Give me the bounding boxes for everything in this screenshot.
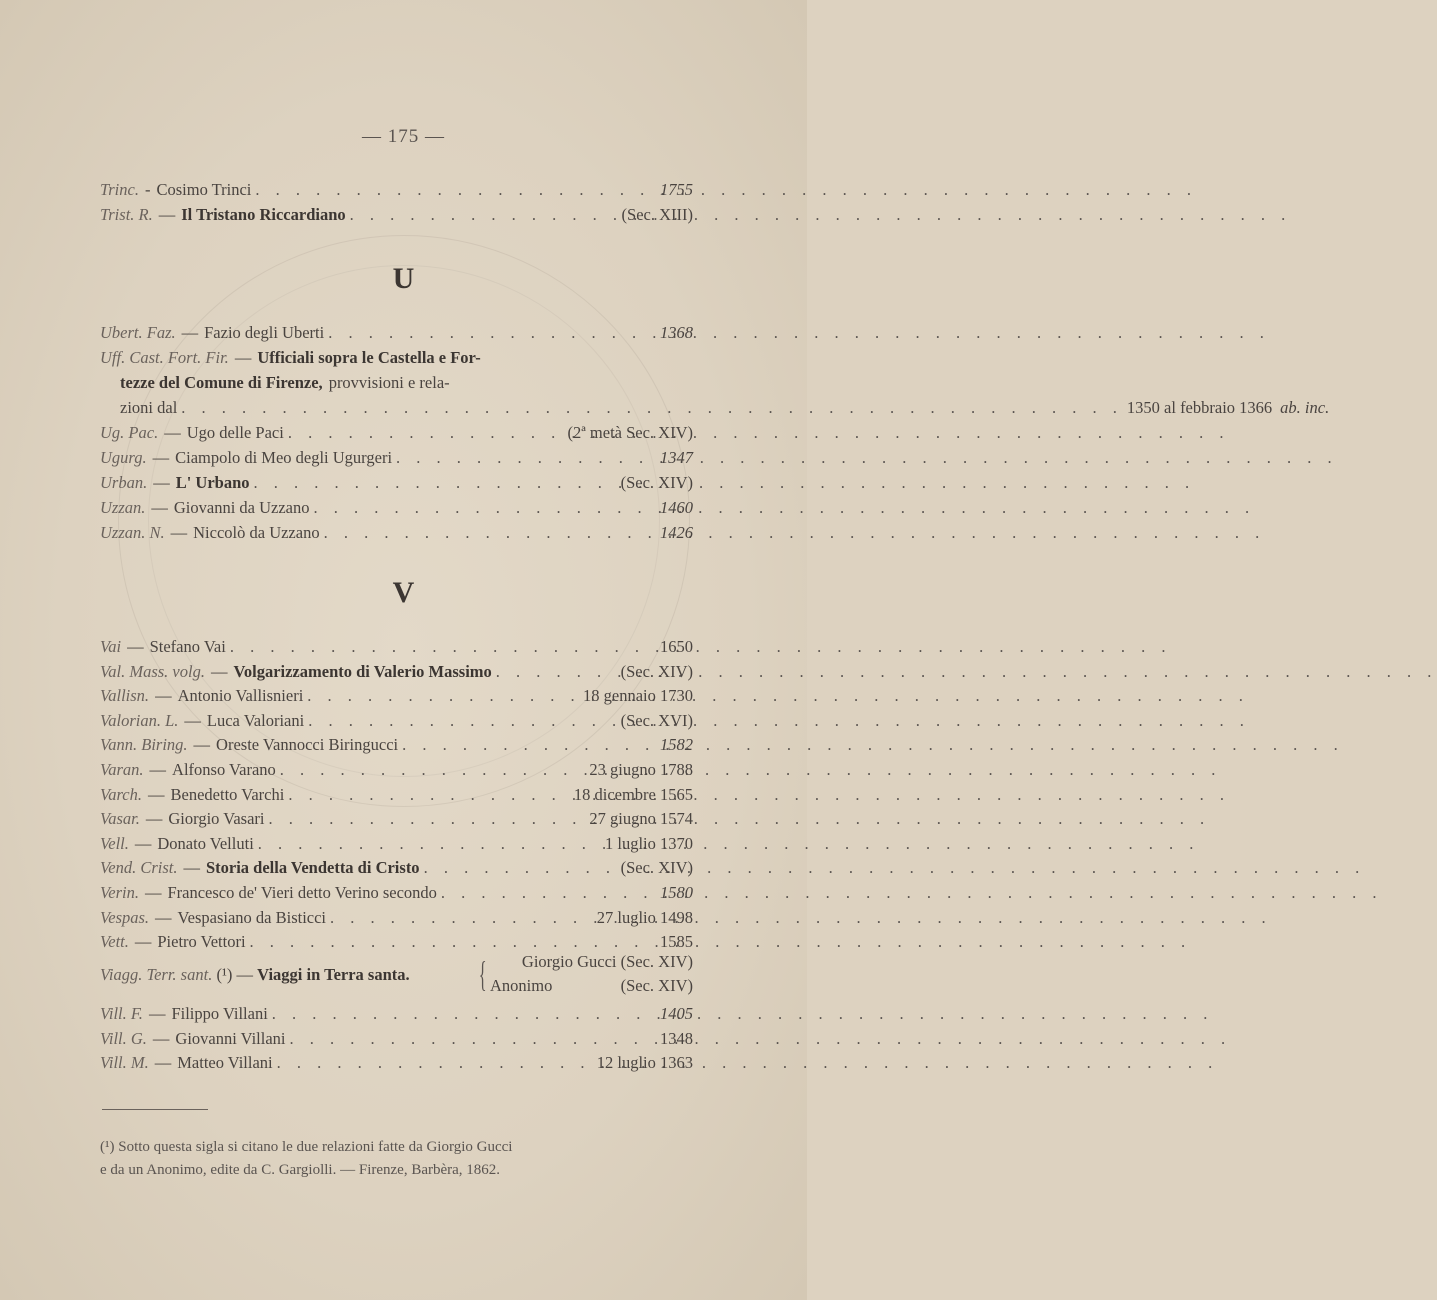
- entry-row: [100, 1051, 693, 1075]
- heading-u: U: [392, 262, 415, 295]
- entry-row: [100, 856, 693, 880]
- leader-dots: [307, 684, 579, 708]
- entry-abbr: Varch.: [100, 784, 143, 804]
- entry-abbr: Vasar.: [100, 809, 140, 829]
- entry-date: 1 luglio 1370: [604, 833, 693, 853]
- entry-sep: —: [153, 473, 170, 492]
- entry-abbr: Vallisn.: [100, 686, 150, 706]
- footnote-line2: e da un Anonimo, edite da C. Gargiolli. — Firenze, Barbèra, 1862.: [100, 1162, 501, 1178]
- entry-sep: —: [210, 661, 228, 681]
- entry-title: Ciampolo di Meo degli Ugurgeri: [175, 448, 393, 467]
- entry-title: Giorgio Vasari: [168, 809, 265, 829]
- entry-date: (2ª metà Sec. XIV): [567, 423, 693, 442]
- entry-date: 1347: [660, 448, 693, 467]
- entry-date: (Sec. XIII): [621, 205, 693, 224]
- entry-sep: —: [148, 784, 165, 804]
- entry-title: Niccolò da Uzzano: [193, 523, 320, 542]
- entry-sep: —: [149, 760, 167, 779]
- entry-date: 1426: [660, 523, 693, 542]
- entry-title-cont: zioni dal: [120, 398, 178, 417]
- entry-abbr: Viagg. Terr. sant.: [100, 965, 213, 984]
- entry-row: [100, 832, 693, 856]
- entry-title: Ufficiali sopra le Castella e For-: [257, 348, 481, 367]
- entry-title: Storia della Vendetta di Cristo: [205, 858, 420, 878]
- entry-row: [100, 733, 693, 757]
- entry-date: 12 luglio 1363: [596, 1053, 693, 1072]
- entry-date: 1460: [660, 498, 693, 517]
- entry-date: 1405: [660, 1004, 693, 1023]
- entry-title: Giovanni da Uzzano: [173, 498, 310, 517]
- entry-title: L' Urbano: [175, 473, 250, 492]
- viagg-author1: Giorgio Gucci (Sec. XIV): [521, 952, 693, 971]
- entry-date: 27 giugno 1574: [589, 809, 693, 829]
- entry-date: 1585: [660, 932, 693, 952]
- entry-date: 1348: [660, 1028, 693, 1048]
- entry-row: [100, 684, 693, 708]
- leader-dots: [328, 321, 656, 345]
- entry-title: Filippo Villani: [171, 1004, 268, 1023]
- entry-viagg: [100, 950, 693, 1000]
- leader-dots: [181, 396, 1123, 420]
- leader-dots: [288, 783, 570, 807]
- entry-date: 1755: [660, 180, 693, 199]
- entry-abbr: Val. Mass. volg.: [100, 661, 205, 681]
- entry-abbr: Trist. R.: [100, 205, 153, 224]
- entry-abbr: Uff. Cast. Fort. Fir.: [100, 348, 229, 367]
- entry-date: 1582: [660, 735, 693, 755]
- entry-title: Alfonso Varano: [172, 760, 276, 779]
- entry-title: Matteo Villani: [177, 1053, 273, 1072]
- leader-dots: [424, 856, 617, 880]
- entry-abbr: Ubert. Faz.: [100, 323, 176, 342]
- entry-title: Vespasiano da Bisticci: [177, 907, 327, 927]
- heading-v: V: [392, 576, 415, 609]
- entry-abbr: Vett.: [100, 932, 129, 952]
- entry-row: [100, 660, 693, 684]
- entry-row: [100, 783, 693, 807]
- entry-date: 1580: [660, 883, 693, 902]
- entry-title: Francesco de' Vieri detto Verino secondo: [167, 883, 437, 902]
- entry-sep: —: [193, 735, 211, 755]
- entry-sep: —: [134, 932, 152, 952]
- entry-sep: —: [234, 348, 252, 367]
- entry-sep: —: [158, 205, 176, 224]
- entry-abbr: Valorian. L.: [100, 710, 179, 730]
- entry-abbr: Uzzan.: [100, 498, 146, 517]
- entry-abbr: Trinc.: [100, 180, 139, 199]
- entry-abbr: Vann. Biring.: [100, 735, 188, 755]
- footnote-line1: (¹) Sotto questa sigla si citano le due relazioni fatte da Giorgio Gucci: [100, 1139, 513, 1155]
- entry-row: [100, 178, 693, 202]
- entry-row: [100, 203, 693, 227]
- entry-row: [100, 496, 693, 520]
- viagg-author2-date: (Sec. XIV): [620, 976, 693, 995]
- entry-note: ab. inc.: [1280, 398, 1330, 417]
- leader-dots: [308, 709, 616, 733]
- entry-title: Viaggi in Terra santa.: [257, 965, 410, 984]
- entry-abbr: Vespas.: [100, 907, 150, 927]
- entry-sep: —: [184, 710, 201, 730]
- entry-date: 27 luglio 1498: [596, 907, 693, 927]
- entry-sep: —: [145, 809, 163, 829]
- entry-row: [100, 421, 693, 445]
- footnote-mark: (¹): [216, 965, 233, 984]
- entry-uff: [100, 346, 693, 370]
- page-number: — 175 —: [362, 126, 445, 147]
- entry-abbr: Vill. M.: [100, 1053, 149, 1072]
- viagg-author2: Anonimo: [490, 976, 553, 995]
- entry-sep: —: [144, 883, 162, 902]
- entry-sep: —: [154, 1053, 172, 1072]
- entry-title: Volgarizzamento di Valerio Massimo: [233, 661, 492, 681]
- entry-date: (Sec. XIV): [620, 473, 693, 492]
- leader-dots: [272, 1002, 656, 1026]
- entry-row: [100, 1002, 693, 1026]
- leader-dots: [350, 203, 618, 227]
- leader-dots: [230, 635, 656, 659]
- entry-date: 18 dicembre 1565: [573, 784, 693, 804]
- entry-sep: —: [152, 1028, 170, 1048]
- entry-title-rest: provvisioni e rela-: [328, 373, 450, 392]
- entry-abbr: Urban.: [100, 473, 148, 492]
- entry-abbr: Ug. Pac.: [100, 423, 159, 442]
- entry-abbr: Varan.: [100, 760, 144, 779]
- entry-abbr: Vell.: [100, 833, 129, 853]
- entry-title: Il Tristano Riccardiano: [181, 205, 346, 224]
- entry-sep: —: [183, 858, 200, 878]
- leader-dots: [254, 471, 617, 495]
- leader-dots: [288, 421, 564, 445]
- leader-dots: [280, 758, 586, 782]
- entry-sep: —: [170, 523, 188, 542]
- entry-row: [100, 521, 693, 545]
- leader-dots: [402, 733, 656, 757]
- entry-row: [100, 321, 693, 345]
- entry-abbr: Ugurg.: [100, 448, 147, 467]
- entry-date: (Sec. XIV): [620, 858, 693, 878]
- entry-title: Ugo delle Paci: [186, 423, 284, 442]
- entry-title: Stefano Vai: [149, 637, 226, 656]
- entry-abbr: Vai: [100, 637, 122, 656]
- leader-dots: [396, 446, 656, 470]
- footnote-rule: [102, 1109, 208, 1110]
- entry-row: [100, 758, 693, 782]
- entry-title: Antonio Vallisnieri: [177, 686, 304, 706]
- entry-abbr: Uzzan. N.: [100, 523, 165, 542]
- entry-date: 1650: [660, 637, 693, 656]
- entry-title: Donato Velluti: [157, 833, 254, 853]
- leader-dots: [314, 496, 656, 520]
- entry-row: [100, 471, 693, 495]
- entry-sep: —: [155, 686, 172, 706]
- entry-title: Pietro Vettori: [157, 932, 246, 952]
- leader-dots: [330, 906, 593, 930]
- entry-title: Fazio degli Uberti: [204, 323, 325, 342]
- entry-date: 1350 al febbraio 1366: [1126, 398, 1273, 417]
- entry-sep: —: [134, 833, 152, 853]
- brace: {: [478, 954, 487, 994]
- entry-date: 18 gennaio 1730: [583, 686, 693, 706]
- entry-row: [100, 635, 693, 659]
- entry-sep: -: [144, 180, 151, 199]
- entry-title: Oreste Vannocci Biringucci: [216, 735, 399, 755]
- entry-uff-line3: [120, 396, 1330, 420]
- leader-dots: [324, 521, 656, 545]
- entry-row: [100, 709, 693, 733]
- leader-dots: [277, 1051, 593, 1075]
- entry-sep: —: [236, 965, 254, 984]
- entry-row: [100, 881, 693, 905]
- entry-sep: —: [164, 423, 181, 442]
- entry-abbr: Verin.: [100, 883, 139, 902]
- entry-sep: —: [151, 498, 168, 517]
- leader-dots: [258, 832, 601, 856]
- entry-abbr: Vill. F.: [100, 1004, 143, 1023]
- entry-date: 23 giugno 1788: [589, 760, 693, 779]
- entry-sep: —: [181, 323, 199, 342]
- leader-dots: [268, 807, 585, 831]
- entry-sep: —: [148, 1004, 166, 1023]
- entry-abbr: Vend. Crist.: [100, 858, 178, 878]
- entry-title: Luca Valoriani: [206, 710, 305, 730]
- entry-uff-line2: [120, 371, 693, 395]
- leader-dots: [496, 660, 617, 684]
- entry-date: 1368: [660, 323, 693, 342]
- entry-sep: —: [152, 448, 170, 467]
- leader-dots: [289, 1027, 656, 1051]
- entry-row: [100, 807, 693, 831]
- entry-abbr: Vill. G.: [100, 1028, 147, 1048]
- entry-row: [100, 446, 693, 470]
- leader-dots: [441, 881, 656, 905]
- entry-sep: —: [155, 907, 172, 927]
- entry-row: [100, 906, 693, 930]
- entry-date: (Sec. XVI): [620, 710, 693, 730]
- entry-sep: —: [127, 637, 144, 656]
- entry-title: Benedetto Varchi: [170, 784, 285, 804]
- entry-title: Giovanni Villani: [175, 1028, 286, 1048]
- entry-date: (Sec. XIV): [620, 661, 693, 681]
- leader-dots: [255, 178, 656, 202]
- entry-title-cont: tezze del Comune di Firenze,: [120, 373, 323, 392]
- entry-title: Cosimo Trinci: [156, 180, 252, 199]
- entry-row: [100, 1027, 693, 1051]
